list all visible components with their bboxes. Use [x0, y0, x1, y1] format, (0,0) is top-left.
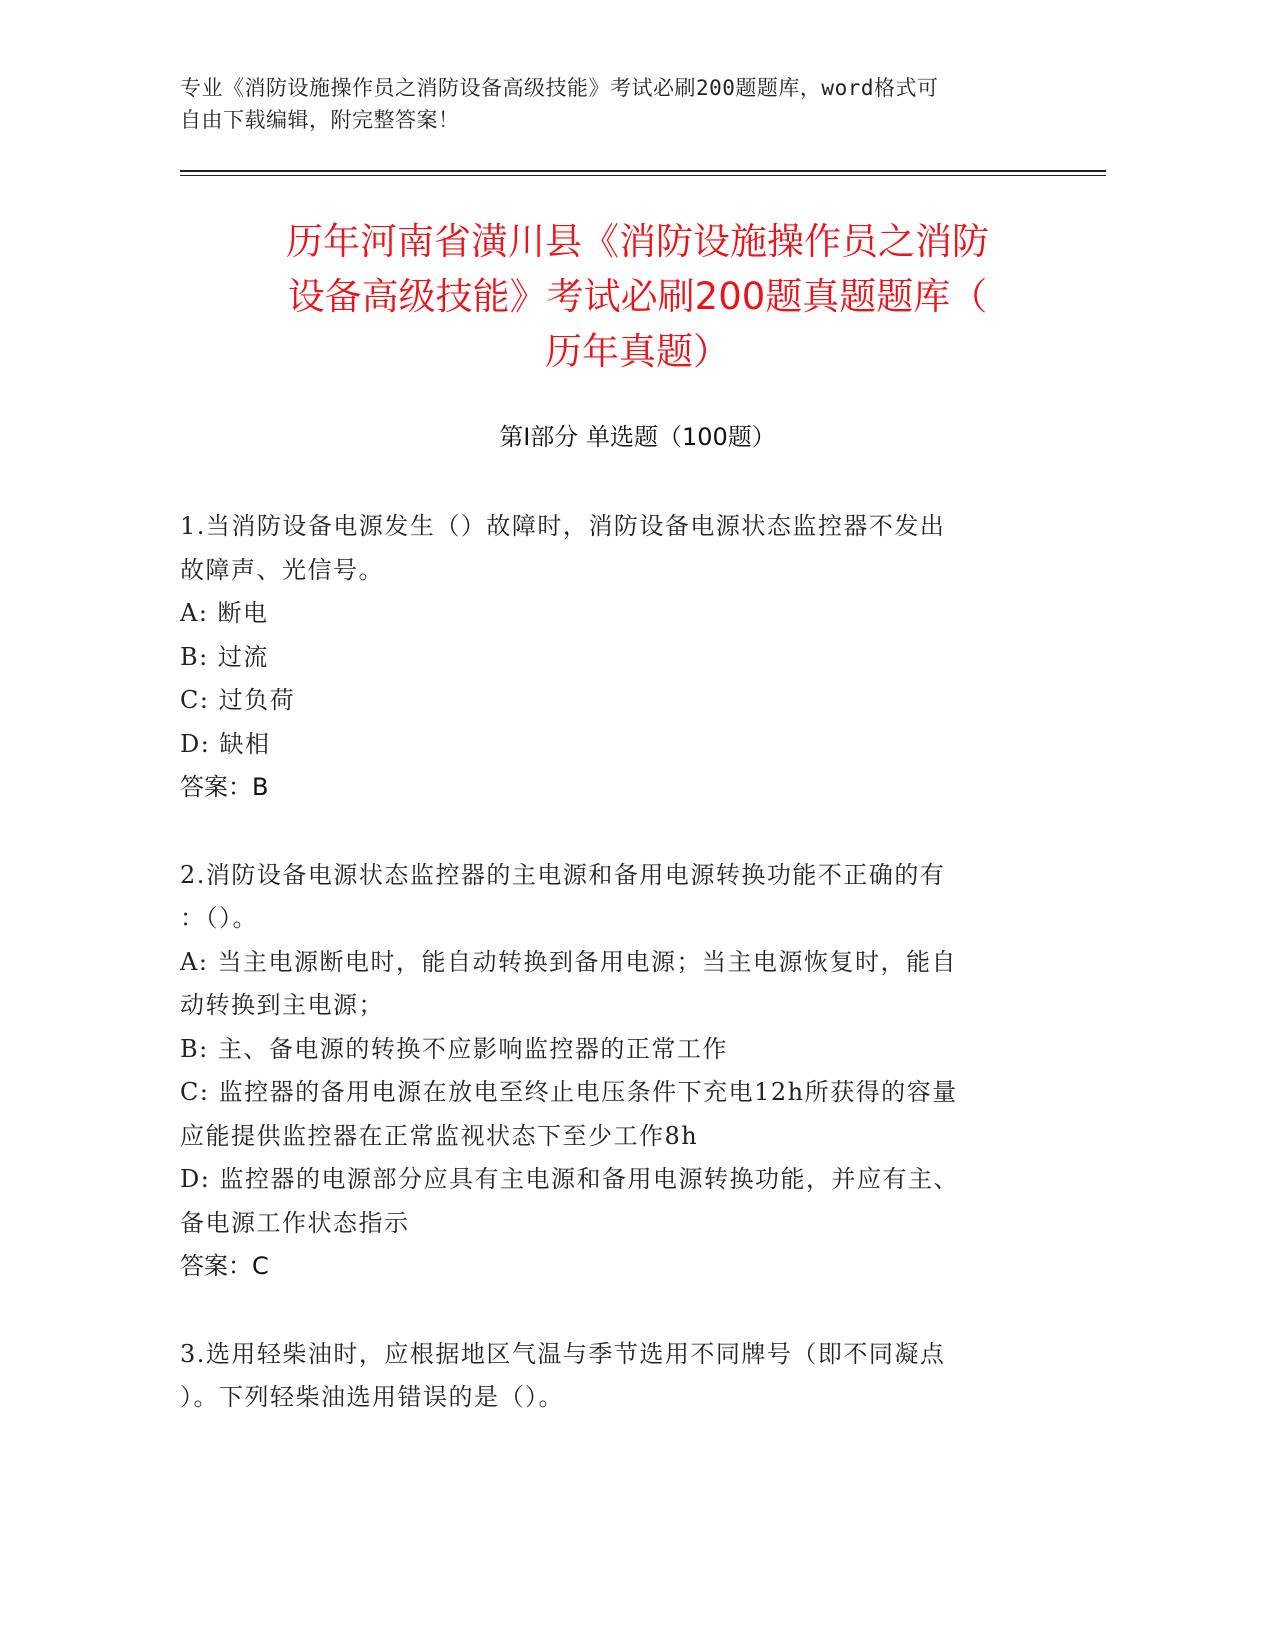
option-d: D: 监控器的电源部分应具有主电源和备用电源转换功能，并应有主、 — [180, 1165, 959, 1193]
question-stem: 2.消防设备电源状态监控器的主电源和备用电源转换功能不正确的有 — [180, 860, 946, 889]
option-d: D: 缺相 — [180, 729, 271, 758]
document-title — [160, 214, 1115, 379]
title-line: 历年真题） — [545, 330, 730, 373]
option-c-continued: 应能提供监控器在正常监视状态下至少工作8h — [180, 1121, 699, 1150]
question-stem: 3.选用轻柴油时，应根据地区气温与季节选用不同牌号（即不同凝点 — [180, 1339, 946, 1368]
option-a: A: 断电 — [180, 599, 269, 627]
answer: 答案：C — [180, 1252, 269, 1280]
header-note-line: 自由下载编辑，附完整答案！ — [180, 108, 460, 132]
option-b: B: 主、备电源的转换不应影响监控器的正常工作 — [180, 1034, 728, 1063]
question-stem: 故障声、光信号。 — [180, 555, 384, 584]
option-c: C: 监控器的备用电源在放电至终止电压条件下充电12h所获得的容量 — [180, 1078, 958, 1106]
option-a: A: 当主电源断电时，能自动转换到备用电源；当主电源恢复时，能自 — [180, 947, 958, 976]
question-item — [180, 854, 1060, 1289]
question-stem: ）。下列轻柴油选用错误的是（）。 — [180, 1383, 564, 1411]
title-line: 历年河南省潢川县《消防设施操作员之消防 — [286, 220, 989, 263]
header-divider-thick — [180, 170, 1106, 172]
option-c: C: 过负荷 — [180, 686, 296, 714]
section-title: 第Ⅰ部分 单选题（100题） — [499, 423, 776, 451]
question-stem: 1.当消防设备电源发生（）故障时，消防设备电源状态监控器不发出 — [180, 512, 946, 540]
question-list — [180, 505, 1060, 1464]
title-line: 设备高级技能》考试必刷200题真题题库（ — [287, 275, 988, 318]
question-item — [180, 1333, 1060, 1420]
answer: 答案：B — [180, 773, 269, 801]
header-divider-thin — [180, 175, 1106, 176]
option-d-continued: 备电源工作状态指示 — [180, 1208, 410, 1237]
question-stem: ：（）。 — [180, 904, 258, 932]
question-item — [180, 505, 1060, 810]
option-a-continued: 动转换到主电源； — [180, 991, 384, 1019]
header-note — [180, 72, 1040, 136]
option-b: B: 过流 — [180, 642, 269, 671]
header-note-line: 专业《消防设施操作员之消防设备高级技能》考试必刷200题题库，word格式可 — [180, 76, 939, 100]
